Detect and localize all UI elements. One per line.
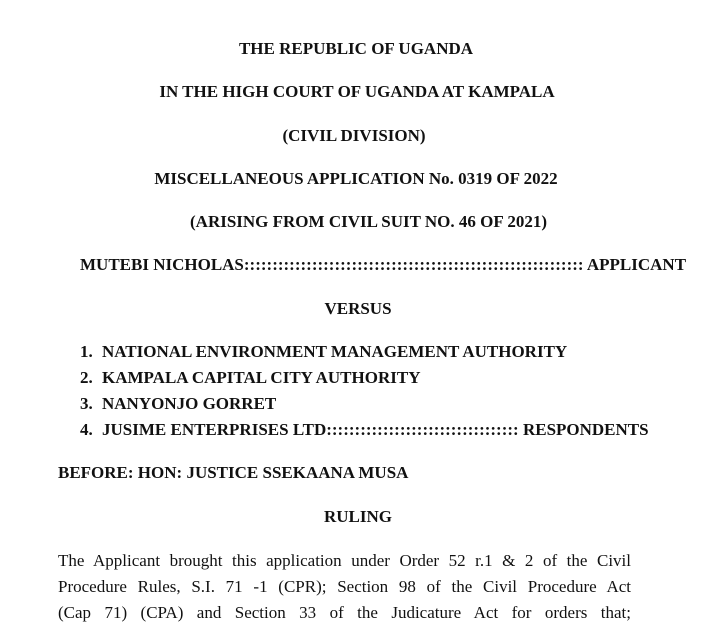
paragraph-line: Procedure Rules, S.I. 71 -1 (CPR); Section 98 of the Civil Procedure Act	[58, 577, 631, 596]
respondent-item	[80, 420, 649, 440]
division-heading: (CIVIL DIVISION)	[282, 126, 426, 145]
application-number: MISCELLANEOUS APPLICATION No. 0319 OF 2022	[154, 169, 558, 188]
paragraph-line: The Applicant brought this application under Order 52 r.1 & 2 of the Civil	[58, 551, 631, 570]
applicant-line: MUTEBI NICHOLAS:::::::::::::::::::::::::::::::::::::::::::::::::::::::::::: APPLICANT	[80, 255, 687, 274]
ruling-paragraph	[58, 548, 631, 626]
respondent-name: JUSIME ENTERPRISES LTD:::::::::::::::::::::::::::::::::: RESPONDENTS	[102, 420, 649, 439]
respondent-name: NANYONJO GORRET	[102, 394, 277, 413]
paragraph-line: (Cap 71) (CPA) and Section 33 of the Judicature Act for orders that;	[58, 603, 631, 622]
respondent-name: NATIONAL ENVIRONMENT MANAGEMENT AUTHORITY	[102, 342, 568, 361]
respondent-item	[80, 394, 276, 414]
respondent-item	[80, 342, 567, 362]
respondent-number: 4.	[80, 420, 93, 439]
versus-label: VERSUS	[324, 299, 392, 318]
republic-heading: THE REPUBLIC OF UGANDA	[238, 39, 474, 58]
respondent-number: 1.	[80, 342, 93, 361]
respondent-number: 2.	[80, 368, 93, 387]
court-heading: IN THE HIGH COURT OF UGANDA AT KAMPALA	[159, 82, 555, 101]
before-judge: BEFORE: HON: JUSTICE SSEKAANA MUSA	[58, 463, 409, 482]
respondent-item	[80, 368, 420, 388]
ruling-heading: RULING	[323, 507, 392, 526]
respondent-number: 3.	[80, 394, 93, 413]
respondent-name: KAMPALA CAPITAL CITY AUTHORITY	[102, 368, 421, 387]
arising-from: (ARISING FROM CIVIL SUIT NO. 46 OF 2021)	[190, 212, 548, 231]
